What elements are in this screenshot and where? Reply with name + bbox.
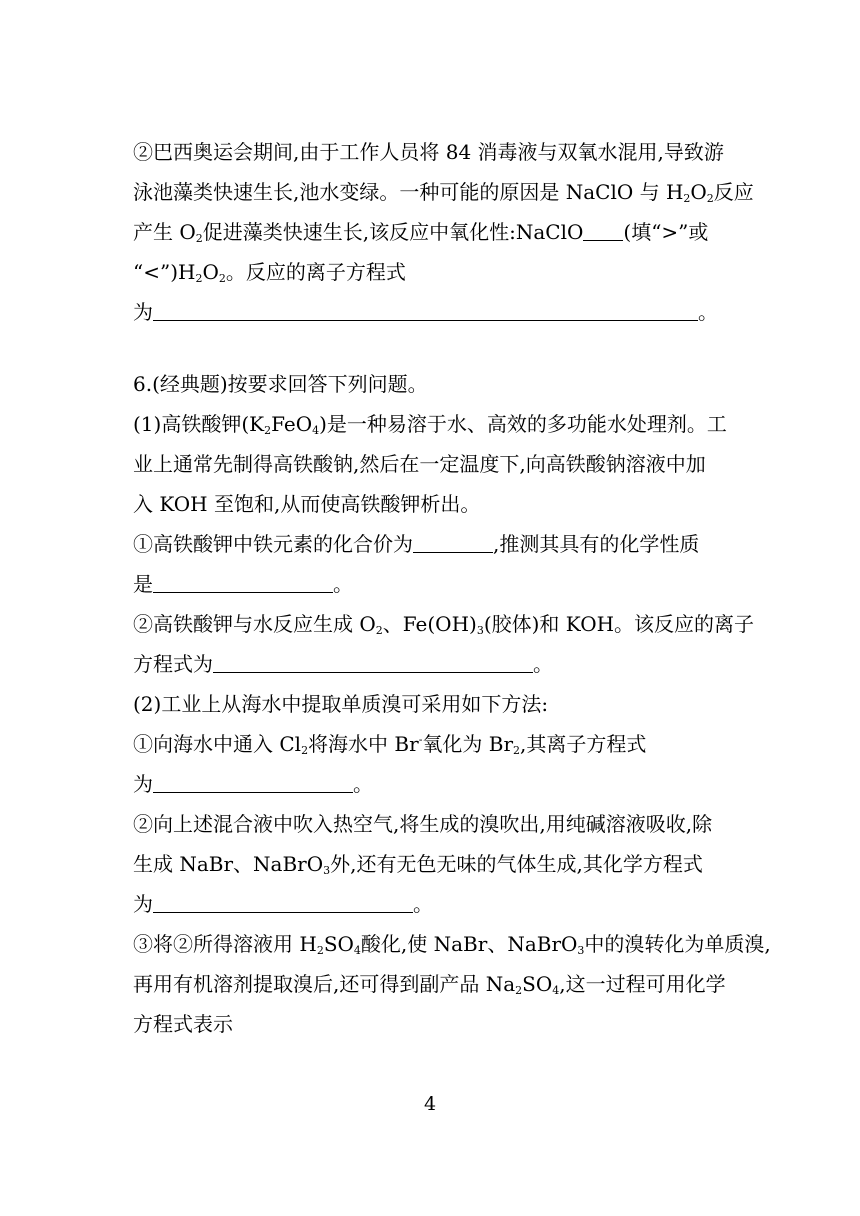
text-line: ②向上述混合液中吹入热空气,将生成的溴吹出,用纯碱溶液吸收,除 <box>133 812 713 836</box>
text-line: 是 。 <box>133 572 353 596</box>
text-line: 再用有机溶剂提取溴后,还可得到副产品 $Na_2SO_4$,这一过程可用化学 <box>133 972 726 997</box>
answer-blank[interactable] <box>153 892 413 913</box>
text-line: 为 。 <box>133 772 373 796</box>
text-line: “$<”)H_2O_2$。反应的离子方程式 <box>133 260 406 285</box>
text-line: (1)高铁酸钾$(K_2FeO_4)$是一种易溶于水、高效的多功能水处理剂。工 <box>133 412 727 437</box>
text-line: (2)工业上从海水中提取单质溴可采用如下方法: <box>133 692 549 716</box>
text-line: ③将②所得溶液用 $H_2SO_4$酸化,使 NaBr、NaBrO$_3$中的溴转化为单质溴, <box>133 932 771 957</box>
answer-blank[interactable] <box>153 572 333 593</box>
text-line: 方程式表示 <box>133 1012 233 1036</box>
answer-blank[interactable] <box>153 300 698 321</box>
text-line: 生成 NaBr、NaBrO$_3$外,还有无色无味的气体生成,其化学方程式 <box>133 852 703 877</box>
text-line: ②巴西奥运会期间,由于工作人员将 84 消毒液与双氧水混用,导致游 <box>133 140 724 164</box>
answer-blank[interactable] <box>413 532 493 553</box>
page-number: 4 <box>423 1093 437 1115</box>
text-line: ①向海水中通入 $Cl_2$将海水中 Br-氧化为 $Br_2$,其离子方程式 <box>133 732 647 757</box>
text-line: ②高铁酸钾与水反应生成 $O_2$、$Fe(OH)_3$(胶体)和 KOH。该反应的离子 <box>133 612 755 637</box>
text-line: ①高铁酸钾中铁元素的化合价为 ,推测其具有的化学性质 <box>133 532 700 556</box>
text-line: 业上通常先制得高铁酸钠,然后在一定温度下,向高铁酸钠溶液中加 <box>133 452 706 476</box>
text-line: 产生 $O_2$促进藻类快速生长,该反应中氧化性:NaClO (填“>”或 <box>133 220 709 245</box>
text-line: 为 。 <box>133 300 718 324</box>
text-line: 泳池藻类快速生长,池水变绿。一种可能的原因是 NaClO 与 $H_2O_2$反应 <box>133 180 754 205</box>
answer-blank[interactable] <box>583 220 623 241</box>
answer-blank[interactable] <box>153 772 353 793</box>
text-line: 方程式为 。 <box>133 652 553 676</box>
text-line: 为 。 <box>133 892 433 916</box>
answer-blank[interactable] <box>213 652 533 673</box>
question-title: 6.(经典题)按要求回答下列问题。 <box>133 372 428 396</box>
text-line: 入 KOH 至饱和,从而使高铁酸钾析出。 <box>133 492 481 516</box>
